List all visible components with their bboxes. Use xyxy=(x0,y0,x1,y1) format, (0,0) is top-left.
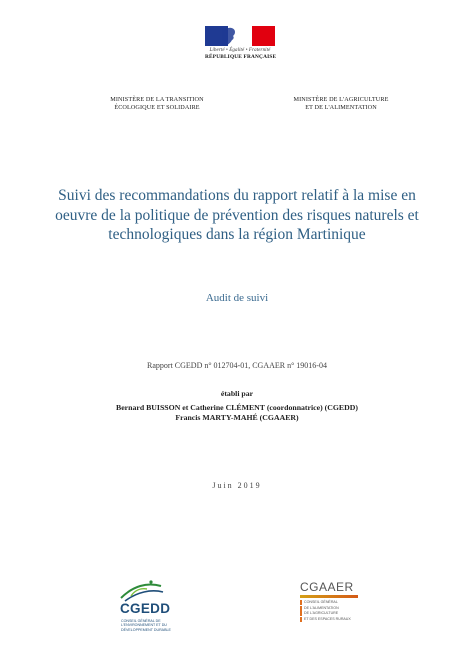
cgedd-acronym: CGEDD xyxy=(120,601,171,616)
cgedd-line: L'ENVIRONNEMENT ET DU xyxy=(121,623,167,628)
cgaaer-full-name xyxy=(300,600,362,622)
established-by-label: établi par xyxy=(220,389,254,398)
cgaaer-line: DE L'AGRICULTURE xyxy=(300,611,362,616)
marianne-profile-icon xyxy=(222,26,242,46)
cgedd-full-name xyxy=(121,619,201,632)
ministry-ecology-line-2: ÉCOLOGIQUE ET SOLIDAIRE xyxy=(114,103,200,111)
ministry-agriculture-line-1: MINISTÈRE DE L'AGRICULTURE xyxy=(293,96,389,103)
document-subtitle: Audit de suivi xyxy=(205,292,269,304)
authors-list xyxy=(40,403,434,423)
cgedd-line: CONSEIL GÉNÉRAL DE xyxy=(121,619,161,623)
cgaaer-line: CONSEIL GÉNÉRAL xyxy=(300,600,362,605)
author-line: Bernard BUISSON et Catherine CLÉMENT (coordonnatrice) (CGEDD) xyxy=(116,403,358,412)
publication-date: Juin 2019 xyxy=(212,481,262,490)
cgaaer-logo xyxy=(300,580,362,640)
author-line: Francis MARTY-MAHÉ (CGAAER) xyxy=(175,413,299,422)
ministry-agriculture xyxy=(276,96,406,111)
document-title: Suivi des recommandations du rapport relatif à la mise en oeuvre de la politique de prévention des risques naturels et technologiques dans la région Martinique xyxy=(55,187,419,243)
republique-francaise-logo xyxy=(205,26,275,60)
ministry-ecology xyxy=(92,96,222,111)
cgaaer-acronym: CGAAER xyxy=(300,580,354,594)
republic-name: RÉPUBLIQUE FRANÇAISE xyxy=(205,54,277,60)
ministry-agriculture-line-2: ET DE L'ALIMENTATION xyxy=(305,103,377,111)
cgaaer-accent-bar xyxy=(300,595,358,598)
cgedd-logo xyxy=(117,574,199,640)
tricolor-flag-icon xyxy=(205,26,275,46)
ministry-ecology-line-1: MINISTÈRE DE LA TRANSITION xyxy=(110,96,204,103)
cgaaer-line: ET DES ESPACES RURAUX xyxy=(300,617,362,622)
cgaaer-line: DE L'ALIMENTATION xyxy=(300,606,362,611)
cgedd-line: DÉVELOPPEMENT DURABLE xyxy=(121,627,171,632)
report-numbers: Rapport CGEDD n° 012704-01, CGAAER n° 19016-04 xyxy=(147,361,327,370)
republic-motto: Liberté • Égalité • Fraternité xyxy=(209,48,271,53)
cgedd-swoosh-icon xyxy=(117,574,199,604)
